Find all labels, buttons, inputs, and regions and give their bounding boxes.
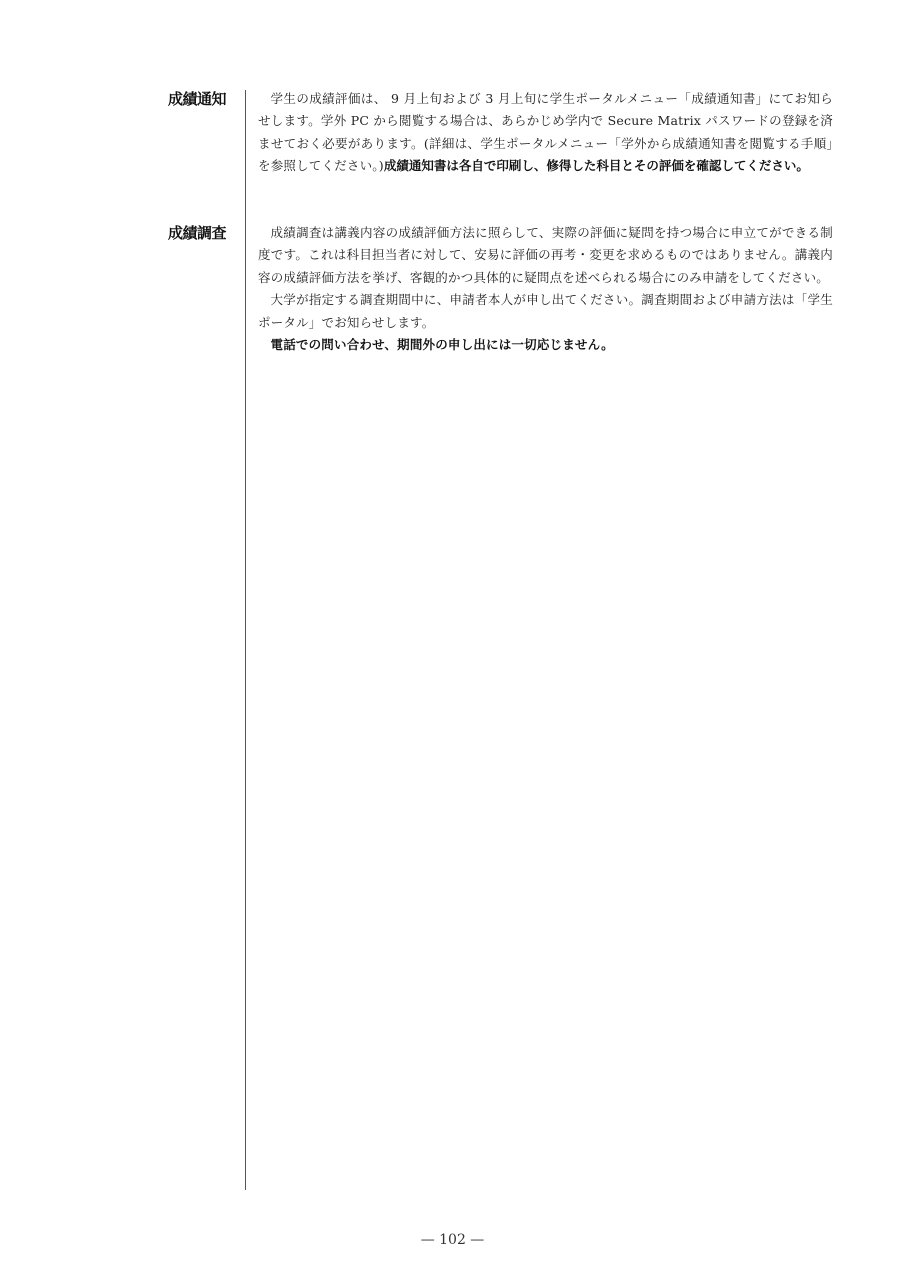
paragraph <box>258 88 833 178</box>
section-heading: 成績通知 <box>168 90 227 108</box>
section-body <box>258 88 833 178</box>
section-body <box>258 222 833 356</box>
section-heading: 成績調査 <box>168 224 227 242</box>
emphasis-text: 成績通知書は各自で印刷し、修得した科目とその評価を確認してください。 <box>383 158 809 174</box>
page-number: — 102 — <box>420 1232 485 1248</box>
paragraph: 成績調査は講義内容の成績評価方法に照らして、実際の評価に疑問を持つ場合に申立てができる制度です。これは科目担当者に対して、安易に評価の再考・変更を求めるものではありません。講義内容の成績評価方法を挙げ、客観的かつ具体的に疑問点を述べられる場合にのみ申請をしてください。 <box>258 225 833 285</box>
paragraph-text: 学生の成績評価は、 9 月上旬および 3 月上旬に学生ポータルメニュー「成績通知書」にてお知らせします。学外 PC から閲覧する場合は、あらかじめ学内で Secure Matrix パスワードの登録を済ませておく必要があります。(詳細は、学生ポータルメニュー「学外から成績通知書を閲覧する手順」を参照してください。) <box>258 91 833 174</box>
vertical-divider <box>245 90 246 1190</box>
emphasis-paragraph: 電話での問い合わせ、期間外の申し出には一切応じません。 <box>270 337 614 353</box>
paragraph: 大学が指定する調査期間中に、申請者本人が申し出てください。調査期間および申請方法は「学生ポータル」でお知らせします。 <box>258 292 833 330</box>
